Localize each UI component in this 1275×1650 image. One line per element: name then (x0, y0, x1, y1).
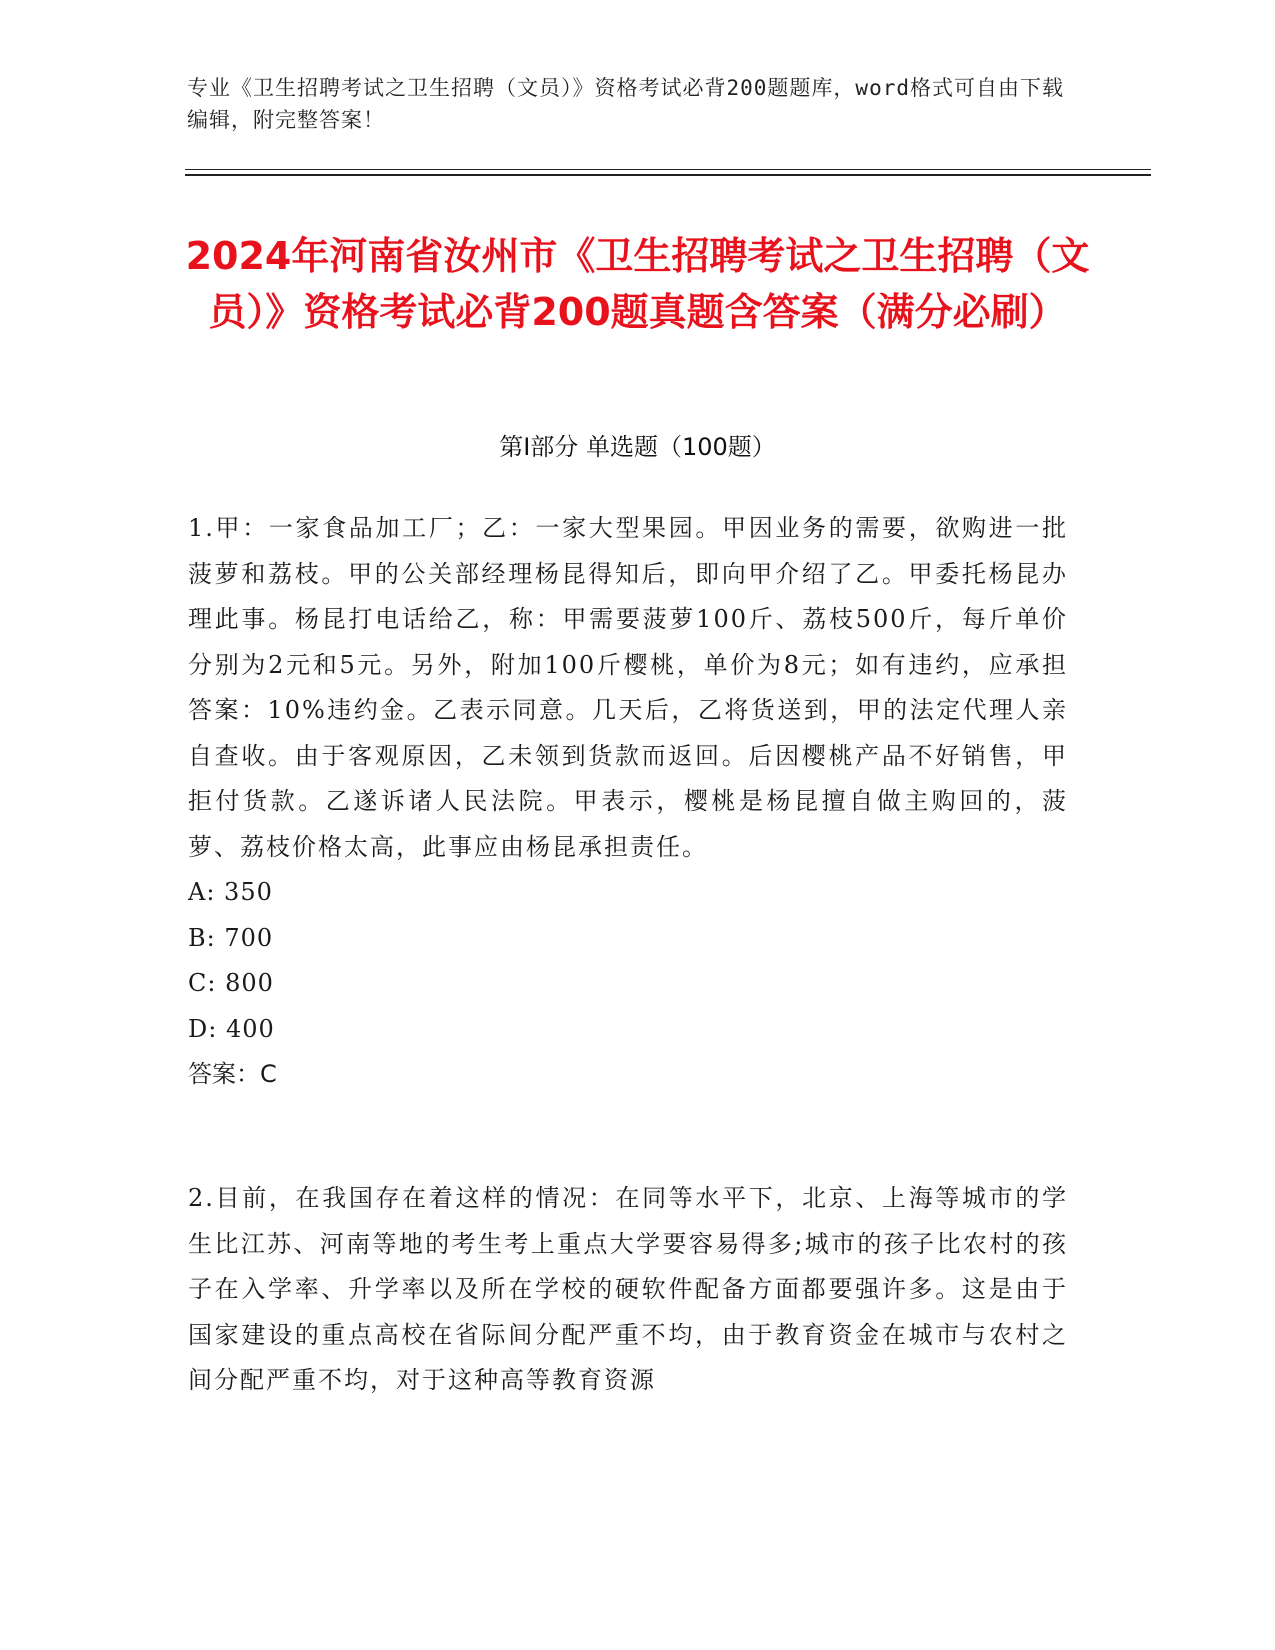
question-2 (188, 1176, 1068, 1404)
option-b: B: 700 (188, 923, 274, 952)
header-note: 专业《卫生招聘考试之卫生招聘（文员）》资格考试必背200题题库，word格式可自由下载编辑，附完整答案！ (187, 76, 1064, 132)
answer: 答案：C (188, 1060, 277, 1088)
option-a: A: 350 (188, 878, 273, 906)
question-stem: 1.甲：一家食品加工厂；乙：一家大型果园。甲因业务的需要，欲购进一批菠萝和荔枝。甲的公关部经理杨昆得知后，即向甲介绍了乙。甲委托杨昆办理此事。杨昆打电话给乙，称：甲需要菠萝100斤、荔枝500斤，每斤单价分别为2元和5元。另外，附加100斤樱桃，单价为8元；如有违约，应承担答案：10%违约金。乙表示同意。几天后，乙将货送到，甲的法定代理人亲自查收。由于客观原因，乙未领到货款而返回。后因樱桃产品不好销售，甲拒付货款。乙遂诉诸人民法院。甲表示，樱桃是杨昆擅自做主购回的，菠萝、荔枝价格太高，此事应由杨昆承担责任。 (188, 514, 1068, 861)
question-1 (188, 506, 1068, 1098)
option-d: D: 400 (188, 1014, 275, 1043)
header-divider-thin (185, 169, 1151, 170)
section-title: 第I部分 单选题（100题） (499, 433, 776, 461)
document-title: 2024年河南省汝州市《卫生招聘考试之卫生招聘（文员）》资格考试必背200题真题含答案（满分必刷） (185, 234, 1090, 334)
header-divider-thick (185, 174, 1151, 176)
option-c: C: 800 (188, 969, 274, 997)
question-stem: 2.目前，在我国存在着这样的情况：在同等水平下，北京、上海等城市的学生比江苏、河南等地的考生考上重点大学要容易得多;城市的孩子比农村的孩子在入学率、升学率以及所在学校的硬软件配备方面都要强许多。这是由于国家建设的重点高校在省际间分配严重不均，由于教育资金在城市与农村之间分配严重不均，对于这种高等教育资源 (188, 1184, 1068, 1394)
